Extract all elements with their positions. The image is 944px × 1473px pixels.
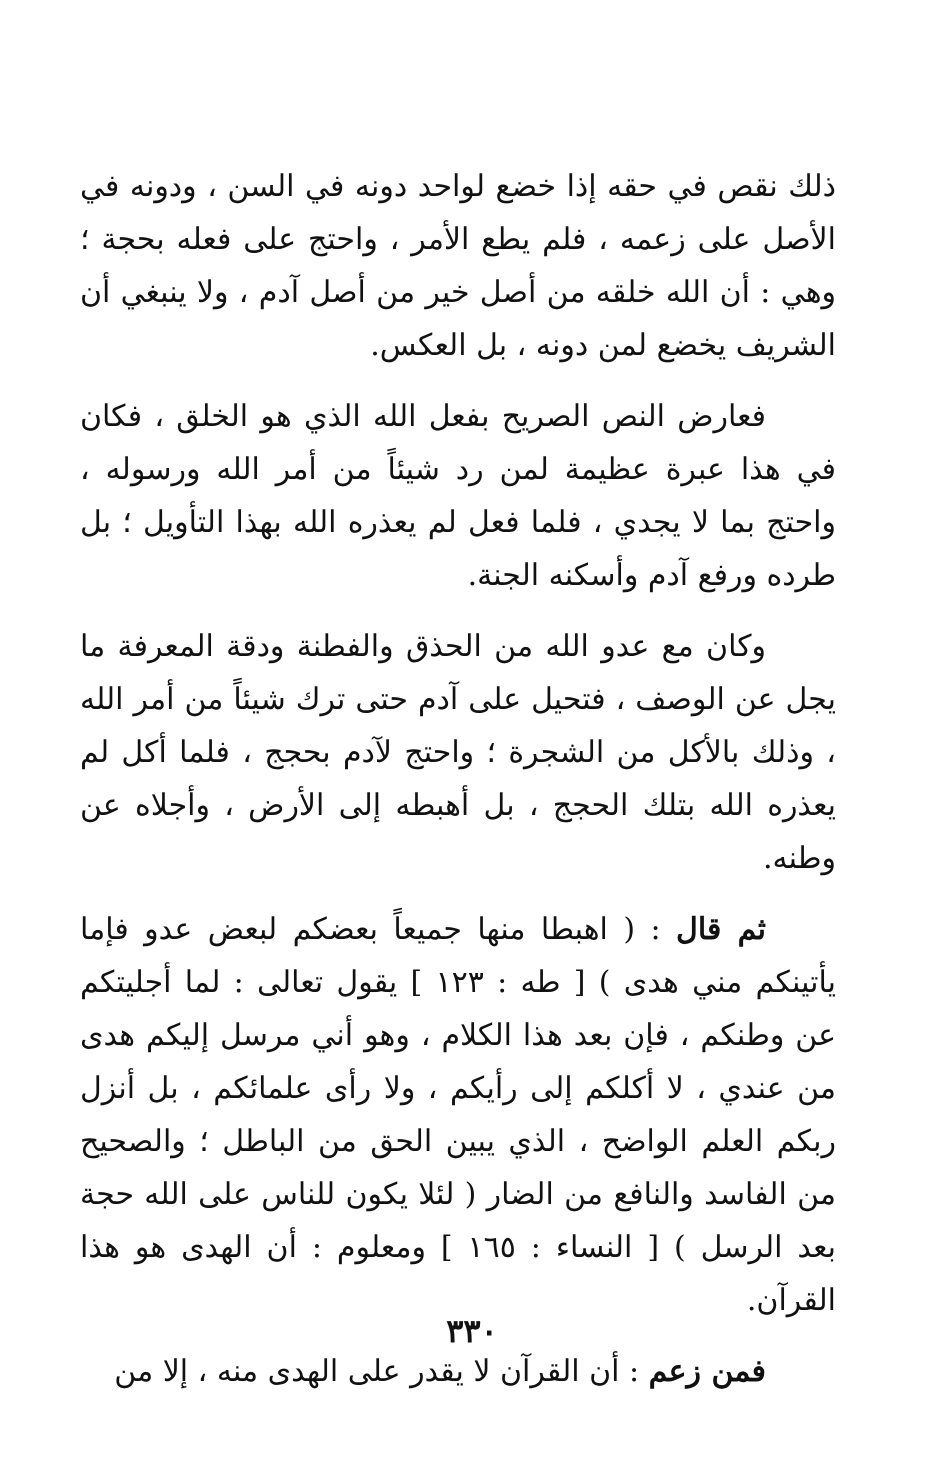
page-number: ٣٣٠ (446, 1312, 498, 1350)
paragraph-4-lead: ثم قال (676, 912, 766, 947)
paragraph-3-text: وكان مع عدو الله من الحذق والفطنة ودقة المعرفة ما يجل عن الوصف ، فتحيل على آدم حتى ترك شيئاً من أمر الله ، وذلك بالأكل من الشجرة ؛ واحتج لآدم بحجج ، فلما أكل لم يعذره الله بتلك الحجج ، بل أهبطه إلى الأرض ، وأجلاه عن وطنه. (80, 629, 836, 876)
paragraph-2 (80, 390, 836, 602)
paragraph-3 (80, 620, 836, 885)
paragraph-5-lead: فمن زعم (648, 1354, 766, 1389)
paragraph-1-text: ذلك نقص في حقه إذا خضع لواحد دونه في السن ، ودونه في الأصل على زعمه ، فلم يطع الأمر ، واحتج على فعله بحجة ؛ وهي : أن الله خلقه من أصل خير من أصل آدم ، ولا ينبغي أن الشريف يخضع لمن دونه ، بل العكس. (80, 169, 836, 363)
paragraph-4 (80, 903, 836, 1327)
paragraph-2-text: فعارض النص الصريح بفعل الله الذي هو الخلق ، فكان في هذا عبرة عظيمة لمن رد شيئاً من أمر الله ورسوله ، واحتج بما لا يجدي ، فلما فعل لم يعذره الله بهذا التأويل ؛ بل طرده ورفع آدم وأسكنه الجنة. (80, 399, 837, 593)
paragraph-5 (80, 1345, 836, 1398)
paragraph-5-text: : أن القرآن لا يقدر على الهدى منه ، إلا من (114, 1354, 649, 1389)
body-text (80, 160, 836, 1398)
paragraph-1 (80, 160, 836, 372)
paragraph-4-text: : ( اهبطا منها جميعاً بعضكم لبعض عدو فإما يأتينكم مني هدى ) [ طه : ١٢٣ ] يقول تعالى : لما أجليتكم عن وطنكم ، فإن بعد هذا الكلام ، وهو أني مرسل إليكم هدى من عندي ، لا أكلكم إلى رأيكم ، ولا رأى علمائكم ، بل أنزل ربكم العلم الواضح ، الذي يبين الحق من الباطل ؛ والصحيح من الفاسد والنافع من الضار ( لئلا يكون للناس على الله حجة بعد الرسل ) [ النساء : ١٦٥ ] ومعلوم : أن الهدى هو هذا القرآن. (80, 912, 837, 1318)
